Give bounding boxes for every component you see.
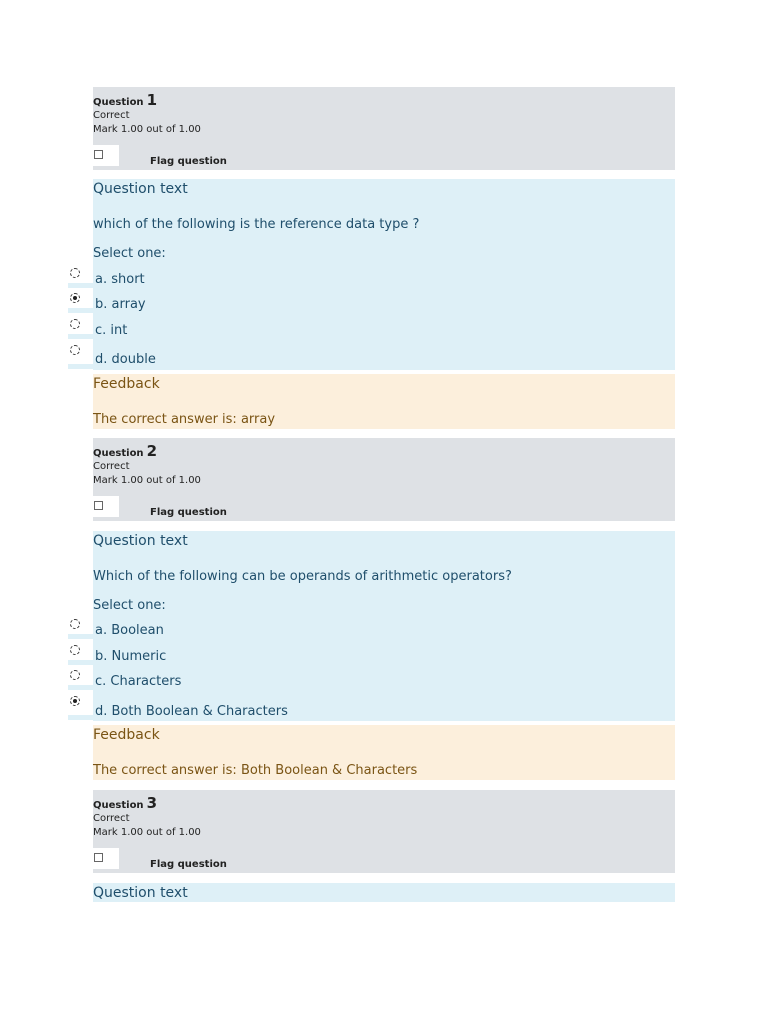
- correct-answer-text: The correct answer is: Both Boolean & Characters: [93, 763, 418, 778]
- answer-option[interactable]: c. Characters: [95, 674, 182, 689]
- radio-button[interactable]: [70, 345, 80, 355]
- feedback-header: Feedback: [93, 376, 160, 392]
- question-text: which of the following is the reference data type ?: [93, 217, 420, 232]
- flag-checkbox[interactable]: [94, 501, 103, 510]
- radio-button[interactable]: [70, 619, 80, 629]
- flag-question-checkbox-wrapper[interactable]: [93, 496, 119, 517]
- correct-answer-text: The correct answer is: array: [93, 412, 276, 427]
- question-3-info: [93, 790, 675, 873]
- flag-question-checkbox-wrapper[interactable]: [93, 848, 119, 869]
- question-2-text-block: [93, 531, 675, 721]
- question-text: Which of the following can be operands of arithmetic operators?: [93, 569, 512, 584]
- radio-strip: [68, 283, 95, 288]
- answer-option[interactable]: c. int: [95, 323, 128, 338]
- question-text-header: Question text: [93, 885, 188, 901]
- feedback-header: Feedback: [93, 727, 160, 743]
- flag-question-label[interactable]: Flag question: [150, 859, 227, 870]
- flag-checkbox[interactable]: [94, 853, 103, 862]
- flag-question-label[interactable]: Flag question: [150, 156, 227, 167]
- question-grade: Mark 1.00 out of 1.00: [93, 827, 201, 838]
- question-3-text-block: [93, 883, 675, 902]
- radio-button[interactable]: [70, 268, 80, 278]
- radio-strip: [68, 685, 95, 690]
- question-number: Question 2: [93, 442, 157, 460]
- answer-option[interactable]: a. short: [95, 272, 145, 287]
- radio-button-selected[interactable]: [70, 293, 80, 303]
- select-one-prompt: Select one:: [93, 598, 166, 613]
- question-state: Correct: [93, 461, 130, 472]
- radio-strip: [68, 364, 95, 369]
- question-number: Question 3: [93, 794, 157, 812]
- question-grade: Mark 1.00 out of 1.00: [93, 124, 201, 135]
- question-1-text-block: [93, 179, 675, 370]
- answer-option[interactable]: d. Both Boolean & Characters: [95, 704, 288, 719]
- question-grade: Mark 1.00 out of 1.00: [93, 475, 201, 486]
- radio-button[interactable]: [70, 645, 80, 655]
- radio-strip: [68, 634, 95, 639]
- radio-strip: [68, 334, 95, 339]
- radio-strip: [68, 308, 95, 313]
- question-text-header: Question text: [93, 533, 188, 549]
- radio-button[interactable]: [70, 670, 80, 680]
- answer-option[interactable]: b. array: [95, 297, 146, 312]
- question-state: Correct: [93, 110, 130, 121]
- radio-button[interactable]: [70, 319, 80, 329]
- question-number: Question 1: [93, 91, 157, 109]
- question-2-feedback: [93, 725, 675, 780]
- flag-question-label[interactable]: Flag question: [150, 507, 227, 518]
- answer-option[interactable]: d. double: [95, 352, 156, 367]
- question-1-info: [93, 87, 675, 170]
- question-state: Correct: [93, 813, 130, 824]
- answer-option[interactable]: b. Numeric: [95, 649, 167, 664]
- radio-button-selected[interactable]: [70, 696, 80, 706]
- question-1-feedback: [93, 374, 675, 429]
- flag-question-checkbox-wrapper[interactable]: [93, 145, 119, 166]
- question-text-header: Question text: [93, 181, 188, 197]
- flag-checkbox[interactable]: [94, 150, 103, 159]
- select-one-prompt: Select one:: [93, 246, 166, 261]
- radio-strip: [68, 660, 95, 665]
- radio-strip: [68, 715, 95, 720]
- question-2-info: [93, 438, 675, 521]
- answer-option[interactable]: a. Boolean: [95, 623, 164, 638]
